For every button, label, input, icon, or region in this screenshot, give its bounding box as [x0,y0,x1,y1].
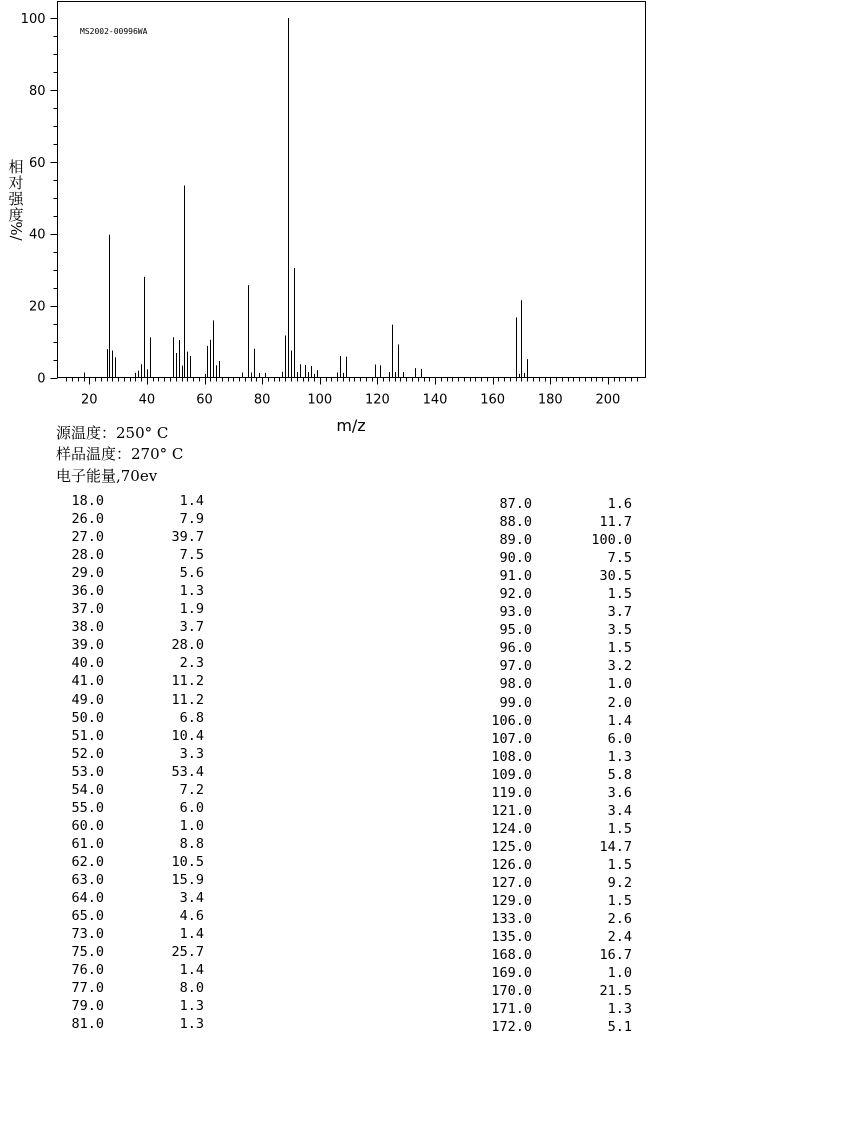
peak-table-row [0,925,210,943]
peak-mz: 133.0 [491,911,532,928]
peak-intensity: 1.9 [179,601,204,618]
peak-mz: 106.0 [491,712,532,729]
peak-table-row [0,709,210,727]
peak-table-row [0,618,210,636]
peak-table-row [0,727,210,745]
x-tick-label: 140 [422,392,448,408]
x-tick-label: 100 [307,392,333,408]
peak-table-row [0,654,210,672]
peak-mz: 121.0 [491,802,532,819]
peak-table-row [420,495,640,513]
peak-intensity: 6.0 [179,799,204,816]
peak-mz: 65.0 [71,908,104,925]
peak-mz: 52.0 [71,745,104,762]
peak-table-row [420,784,640,802]
peak-mz: 109.0 [491,766,532,783]
peak-intensity: 1.5 [607,893,632,910]
peak-intensity: 3.7 [179,619,204,636]
peak-mz: 96.0 [499,640,532,657]
peak-mz: 73.0 [71,926,104,943]
peak-intensity: 39.7 [171,529,204,546]
peak-table-row [420,1018,640,1036]
peak-table-row [420,802,640,820]
y-tick-label: 20 [28,299,46,315]
x-tick-label: 160 [480,392,506,408]
peak-mz: 93.0 [499,604,532,621]
peak-mz: 89.0 [499,532,532,549]
peak-mz: 49.0 [71,691,104,708]
peak-intensity: 2.3 [179,655,204,672]
peak-mz: 55.0 [71,799,104,816]
peak-intensity: 2.0 [607,694,632,711]
peak-table-row [0,979,210,997]
peak-intensity: 11.2 [171,673,204,690]
peak-table-row [420,531,640,549]
mass-spectrum-chart [0,0,850,440]
peak-intensity: 8.0 [179,980,204,997]
peak-intensity: 3.2 [607,658,632,675]
peak-intensity: 1.4 [607,712,632,729]
peak-intensity: 100.0 [591,532,632,549]
peak-mz: 119.0 [491,784,532,801]
peak-intensity: 8.8 [179,835,204,852]
peak-intensity: 16.7 [599,947,632,964]
peak-intensity: 11.2 [171,691,204,708]
x-tick-label: 120 [365,392,390,408]
y-axis-label-char: 度 [8,206,24,224]
peak-mz: 64.0 [71,890,104,907]
peak-intensity: 1.6 [607,496,632,512]
peak-intensity: 3.6 [607,784,632,801]
peak-intensity: 3.4 [179,890,204,907]
peak-table-row [0,492,210,510]
peak-intensity: 10.4 [171,727,204,744]
peak-intensity: 5.1 [607,1019,632,1036]
x-tick-label: 200 [595,392,621,408]
peak-mz: 170.0 [491,983,532,1000]
peak-table-row [420,766,640,784]
x-tick-label: 20 [81,392,98,408]
peak-mz: 76.0 [71,962,104,979]
peak-intensity: 21.5 [599,983,632,1000]
peak-mz: 51.0 [71,727,104,744]
peak-table-row [420,730,640,748]
peak-mz: 53.0 [71,763,104,780]
peak-table-row [0,817,210,835]
electron-energy: 电子能量,70ev [56,467,158,485]
peak-mz: 97.0 [499,658,532,675]
peak-intensity: 7.5 [607,550,632,567]
peak-intensity: 28.0 [171,637,204,654]
peak-table-row [0,600,210,618]
peak-table-row [420,928,640,946]
peak-table-row [420,892,640,910]
peak-mz: 28.0 [71,547,104,564]
peak-table-row [0,961,210,979]
peak-mz: 99.0 [499,694,532,711]
peak-table-row [0,889,210,907]
peak-table-row [420,838,640,856]
peak-table-row [420,567,640,585]
peak-intensity: 2.4 [607,929,632,946]
peak-intensity: 1.5 [607,856,632,873]
peak-table-row [0,672,210,690]
peak-mz: 135.0 [491,929,532,946]
peak-mz: 92.0 [499,586,532,603]
peak-intensity: 1.0 [607,965,632,982]
peak-mz: 75.0 [71,944,104,961]
peak-table-row [0,1015,210,1033]
peak-mz: 18.0 [71,493,104,509]
peak-mz: 38.0 [71,619,104,636]
peak-intensity: 15.9 [171,871,204,888]
peak-table-row [420,603,640,621]
peak-table-row [0,799,210,817]
peak-mz: 129.0 [491,893,532,910]
peak-mz: 54.0 [71,781,104,798]
peak-mz: 37.0 [71,601,104,618]
peak-intensity: 1.3 [179,583,204,600]
peak-table-row [0,528,210,546]
peak-intensity: 2.6 [607,911,632,928]
peak-mz: 40.0 [71,655,104,672]
peak-intensity: 10.5 [171,853,204,870]
peak-mz: 91.0 [499,568,532,585]
peak-table-row [420,982,640,1000]
peak-table-row [0,546,210,564]
peak-intensity: 7.5 [179,547,204,564]
y-axis-label-char: 强 [8,190,24,208]
y-tick-label: 80 [28,83,46,99]
peak-intensity: 1.5 [607,820,632,837]
peak-intensity: 11.7 [599,514,632,531]
y-axis-label [7,158,25,242]
peak-table-row [0,871,210,889]
sample-temperature: 样品温度：270° C [56,445,184,463]
peak-table-row [420,910,640,928]
peak-mz: 124.0 [491,820,532,837]
peak-table-row [0,781,210,799]
peak-table-row [420,712,640,730]
peak-mz: 36.0 [71,583,104,600]
peak-intensity: 1.5 [607,640,632,657]
peak-intensity: 1.3 [179,1016,204,1033]
peak-table-row [420,964,640,982]
peak-intensity: 14.7 [599,838,632,855]
peak-table-row [420,820,640,838]
peak-intensity: 25.7 [171,944,204,961]
peak-table-row [0,691,210,709]
peak-mz: 27.0 [71,529,104,546]
peak-mz: 62.0 [71,853,104,870]
peak-intensity: 3.3 [179,745,204,762]
x-tick-label: 40 [138,392,156,408]
peak-mz: 50.0 [71,709,104,726]
peak-mz: 172.0 [491,1019,532,1036]
y-tick-label: 0 [37,371,46,387]
peak-table-row [0,582,210,600]
peak-table-row [0,564,210,582]
peak-intensity: 1.3 [607,748,632,765]
peak-intensity: 6.0 [607,730,632,747]
peak-table-row [0,636,210,654]
peak-mz: 126.0 [491,856,532,873]
peak-intensity: 5.8 [607,766,632,783]
peak-mz: 79.0 [71,998,104,1015]
peak-table-right [420,495,640,1036]
plot-frame [58,2,646,378]
peak-mz: 26.0 [71,511,104,528]
peak-intensity: 9.2 [607,874,632,891]
peak-mz: 41.0 [71,673,104,690]
peak-mz: 127.0 [491,874,532,891]
peak-intensity: 4.6 [179,908,204,925]
peak-table-row [420,856,640,874]
peak-mz: 77.0 [71,980,104,997]
peak-mz: 171.0 [491,1001,532,1018]
peak-table-row [420,621,640,639]
peak-intensity: 1.4 [179,493,204,509]
y-tick-label: 60 [28,155,46,171]
peak-intensity: 5.6 [179,565,204,582]
peak-mz: 125.0 [491,838,532,855]
peak-table-row [0,835,210,853]
peak-intensity: 1.3 [179,998,204,1015]
peak-intensity: 1.4 [179,926,204,943]
x-axis-ticks [67,378,638,408]
peak-mz: 39.0 [71,637,104,654]
peak-intensity: 1.0 [179,817,204,834]
peak-table-row [0,997,210,1015]
chart-title: MS2002-00996WA [80,27,148,36]
y-axis-label-char: %/ [7,221,25,241]
peak-intensity: 30.5 [599,568,632,585]
peak-table-row [0,907,210,925]
peak-intensity: 1.3 [607,1001,632,1018]
peak-table-left [0,492,210,1033]
y-tick-label: 40 [28,227,46,243]
x-axis-label: m/z [336,416,366,435]
peak-mz: 29.0 [71,565,104,582]
peak-intensity: 7.9 [179,511,204,528]
peak-mz: 88.0 [499,514,532,531]
peak-intensity: 53.4 [171,763,204,780]
peak-intensity: 7.2 [179,781,204,798]
peak-table-row [420,748,640,766]
peak-mz: 90.0 [499,550,532,567]
peak-table-row [420,657,640,675]
peak-mz: 60.0 [71,817,104,834]
peak-intensity: 6.8 [179,709,204,726]
peak-mz: 63.0 [71,871,104,888]
peak-mz: 169.0 [491,965,532,982]
peak-intensity: 1.4 [179,962,204,979]
peak-intensity: 3.4 [607,802,632,819]
peak-mz: 95.0 [499,622,532,639]
peak-mz: 61.0 [71,835,104,852]
peak-table-row [420,874,640,892]
peak-table-row [0,853,210,871]
peak-table-row [0,763,210,781]
peak-bars [85,18,528,378]
x-tick-label: 80 [253,392,271,408]
peak-intensity: 3.5 [607,622,632,639]
peak-table-row [420,946,640,964]
x-tick-label: 180 [537,392,563,408]
peak-intensity: 3.7 [607,604,632,621]
peak-table-row [420,675,640,693]
peak-table-row [420,585,640,603]
peak-mz: 168.0 [491,947,532,964]
y-axis-label-char: 相 [8,158,24,176]
y-axis-ticks [21,12,58,387]
peak-table-row [0,943,210,961]
peak-mz: 98.0 [499,676,532,693]
x-tick-label: 60 [196,392,213,408]
y-tick-label: 100 [20,12,46,27]
peak-table-row [420,549,640,567]
peak-table-row [0,510,210,528]
peak-table-row [420,639,640,657]
peak-mz: 107.0 [491,730,532,747]
peak-table-row [420,513,640,531]
source-temperature: 源温度：250° C [56,424,169,442]
peak-table-row [420,1000,640,1018]
y-axis-label-char: 对 [8,174,24,192]
peak-table-row [0,745,210,763]
peak-mz: 81.0 [71,1016,104,1033]
peak-mz: 108.0 [491,748,532,765]
peak-intensity: 1.5 [607,586,632,603]
peak-table-row [420,694,640,712]
peak-intensity: 1.0 [607,676,632,693]
peak-mz: 87.0 [499,496,532,512]
